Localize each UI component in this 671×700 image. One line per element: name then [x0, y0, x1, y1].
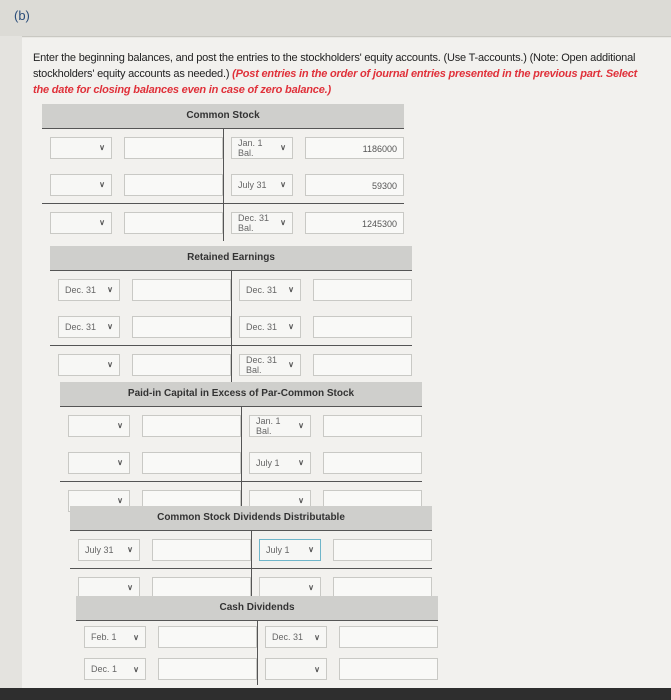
- chevron-down-icon: ∨: [107, 322, 113, 331]
- debit-date-select[interactable]: [50, 212, 112, 234]
- t-account-cash-dividends: [76, 596, 438, 685]
- instructions-main: Enter the beginning balances, and post the entries to the stockholders' equity accounts. (Use T-accounts.) (Note: Open additional stockholders' equity accounts as needed.): [33, 52, 636, 80]
- credit-date-select[interactable]: July 1 ∨: [249, 452, 311, 474]
- debit-amount-input[interactable]: [142, 452, 241, 474]
- chevron-down-icon: ∨: [99, 218, 105, 227]
- chevron-down-icon: ∨: [298, 458, 304, 467]
- part-label: (b): [14, 8, 30, 23]
- debit-date-select[interactable]: Dec. 1 ∨: [84, 658, 146, 680]
- credit-date-select[interactable]: Dec. 31 Bal. ∨: [239, 354, 301, 376]
- chevron-down-icon: ∨: [133, 632, 139, 642]
- chevron-down-icon: ∨: [288, 285, 294, 294]
- t-account-divider: [241, 407, 242, 519]
- t-account-title: Common Stock: [42, 104, 404, 129]
- chevron-down-icon: ∨: [99, 180, 105, 189]
- credit-amount-input[interactable]: 1245300: [305, 212, 404, 234]
- chevron-down-icon: ∨: [314, 632, 320, 642]
- debit-amount-input[interactable]: [132, 279, 231, 301]
- credit-amount-input[interactable]: [313, 279, 412, 301]
- credit-amount-input[interactable]: [313, 316, 412, 338]
- chevron-down-icon: ∨: [117, 458, 123, 467]
- chevron-down-icon: ∨: [127, 545, 133, 554]
- credit-amount-input[interactable]: [323, 452, 422, 474]
- t-account-divider: [223, 129, 224, 241]
- t-account-stock-dividends-distributable: [70, 506, 432, 606]
- chevron-down-icon: ∨: [117, 496, 123, 505]
- instructions: [33, 50, 653, 98]
- chevron-down-icon: ∨: [308, 545, 314, 554]
- credit-date-select[interactable]: Dec. 31 ∨: [239, 279, 301, 301]
- chevron-down-icon: ∨: [298, 421, 304, 430]
- credit-date-select[interactable]: Jan. 1 Bal. ∨: [231, 137, 293, 159]
- chevron-down-icon: ∨: [314, 664, 320, 674]
- debit-amount-input[interactable]: [124, 212, 223, 234]
- chevron-down-icon: ∨: [298, 496, 304, 505]
- debit-date-select[interactable]: [50, 137, 112, 159]
- debit-amount-input[interactable]: [124, 137, 223, 159]
- t-account-common-stock: [42, 104, 404, 241]
- credit-date-select[interactable]: Dec. 31 Bal. ∨: [231, 212, 293, 234]
- debit-date-select[interactable]: Dec. 31 ∨: [58, 279, 120, 301]
- debit-date-select[interactable]: July 31 ∨: [78, 539, 140, 561]
- debit-date-select[interactable]: [58, 354, 120, 376]
- t-account-title: Cash Dividends: [76, 596, 438, 621]
- left-margin: [0, 36, 22, 688]
- chevron-down-icon: ∨: [288, 360, 294, 369]
- debit-date-select[interactable]: [68, 415, 130, 437]
- t-account-divider: [231, 271, 232, 383]
- chevron-down-icon: ∨: [308, 583, 314, 592]
- credit-amount-input[interactable]: [339, 658, 438, 680]
- debit-amount-input[interactable]: [158, 626, 257, 648]
- part-header: [0, 0, 671, 37]
- debit-amount-input[interactable]: [152, 539, 251, 561]
- t-account-paid-in-capital: [60, 382, 422, 519]
- credit-amount-input[interactable]: [339, 626, 438, 648]
- chevron-down-icon: ∨: [107, 285, 113, 294]
- chevron-down-icon: ∨: [288, 322, 294, 331]
- debit-date-select[interactable]: Feb. 1 ∨: [84, 626, 146, 648]
- chevron-down-icon: ∨: [280, 143, 286, 152]
- debit-amount-input[interactable]: [124, 174, 223, 196]
- credit-date-select[interactable]: July 31 ∨: [231, 174, 293, 196]
- credit-date-select[interactable]: [265, 658, 327, 680]
- debit-date-select[interactable]: Dec. 31 ∨: [58, 316, 120, 338]
- debit-amount-input[interactable]: [132, 354, 231, 376]
- t-account-divider: [251, 531, 252, 606]
- t-account-title: Common Stock Dividends Distributable: [70, 506, 432, 531]
- t-account-title: Paid-in Capital in Excess of Par-Common Stock: [60, 382, 422, 407]
- credit-amount-input[interactable]: [333, 539, 432, 561]
- credit-amount-input[interactable]: 59300: [305, 174, 404, 196]
- chevron-down-icon: ∨: [99, 143, 105, 152]
- debit-amount-input[interactable]: [132, 316, 231, 338]
- chevron-down-icon: ∨: [127, 583, 133, 592]
- chevron-down-icon: ∨: [107, 360, 113, 369]
- credit-date-select[interactable]: Dec. 31 ∨: [265, 626, 327, 648]
- chevron-down-icon: ∨: [133, 664, 139, 674]
- chevron-down-icon: ∨: [280, 218, 286, 227]
- t-account-divider: [257, 621, 258, 685]
- chevron-down-icon: ∨: [280, 180, 286, 189]
- credit-date-select[interactable]: Jan. 1 Bal. ∨: [249, 415, 311, 437]
- credit-date-select[interactable]: Dec. 31 ∨: [239, 316, 301, 338]
- credit-amount-input[interactable]: [313, 354, 412, 376]
- instructions-red-note: (Post entries in the order of journal entries presented in the previous part. Select the date for closing balances even in case of zero balance.): [33, 68, 638, 96]
- credit-amount-input[interactable]: [323, 415, 422, 437]
- screen-bezel: [0, 688, 671, 700]
- t-account-retained-earnings: [50, 246, 412, 383]
- credit-amount-input[interactable]: 1186000: [305, 137, 404, 159]
- chevron-down-icon: ∨: [117, 421, 123, 430]
- credit-date-select[interactable]: July 1 ∨: [259, 539, 321, 561]
- debit-date-select[interactable]: [50, 174, 112, 196]
- t-account-title: Retained Earnings: [50, 246, 412, 271]
- debit-amount-input[interactable]: [158, 658, 257, 680]
- debit-date-select[interactable]: [68, 452, 130, 474]
- debit-amount-input[interactable]: [142, 415, 241, 437]
